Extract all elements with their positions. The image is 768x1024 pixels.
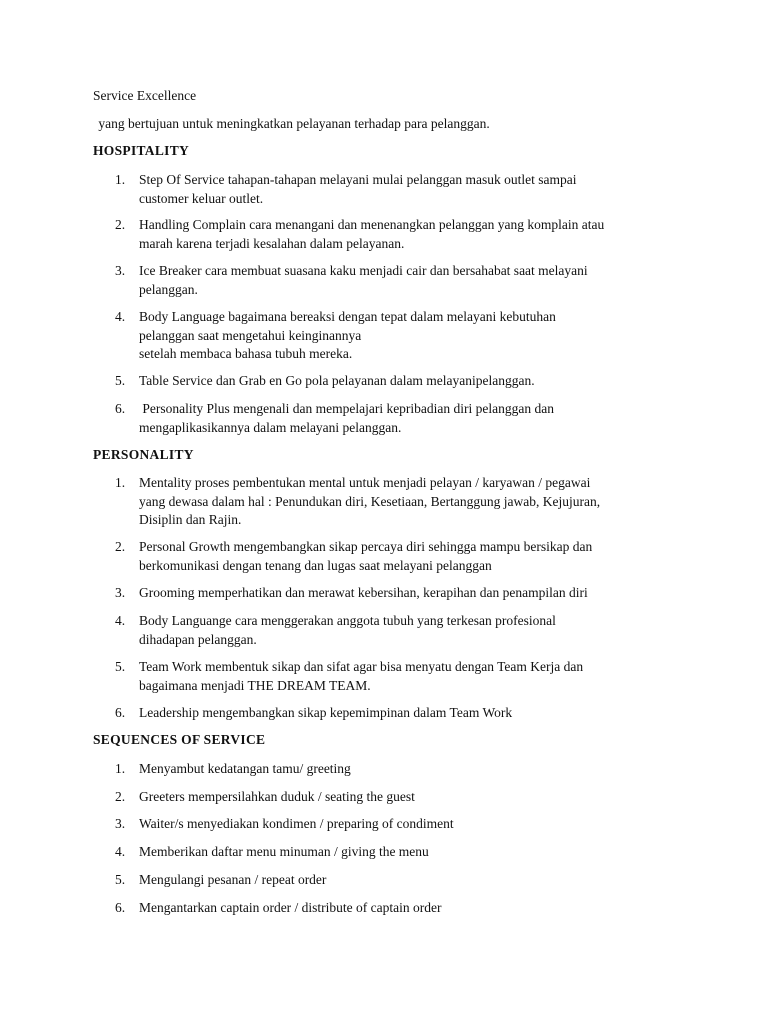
- list-number: 2.: [115, 217, 126, 232]
- list-number: 6.: [115, 900, 126, 915]
- list-item: [115, 899, 675, 918]
- list-item: [115, 788, 675, 807]
- list-item: [115, 474, 675, 530]
- list-item-text: pelanggan.: [139, 281, 198, 297]
- list-item: [115, 400, 675, 437]
- list-item-text: Handling Complain cara menangani dan menenangkan pelanggan yang komplain atau: [139, 217, 605, 232]
- list-item-text: dihadapan pelanggan.: [139, 631, 257, 647]
- list-item-text: Personality Plus mengenali dan mempelajari kepribadian diri pelanggan dan: [139, 401, 555, 416]
- list-number: 6.: [115, 705, 126, 720]
- list-item-text: mengaplikasikannya dalam melayani pelanggan.: [139, 419, 402, 435]
- list-number: 5.: [115, 373, 126, 388]
- list-item-text: Grooming memperhatikan dan merawat kebersihan, kerapihan dan penampilan diri: [139, 585, 588, 600]
- list-number: 2.: [115, 789, 126, 804]
- list-item-text: Disiplin dan Rajin.: [139, 512, 242, 527]
- list-item: [115, 760, 675, 779]
- list-item-text: Body Languange cara menggerakan anggota tubuh yang terkesan profesional: [139, 613, 556, 628]
- list-number: 5.: [115, 872, 126, 887]
- list-number: 1.: [115, 761, 126, 776]
- list-item: [115, 815, 675, 834]
- list-item: [115, 216, 675, 253]
- list-item: [115, 171, 675, 208]
- list-number: 1.: [115, 475, 126, 490]
- list-item-text: Table Service dan Grab en Go pola pelayanan dalam melayanipelanggan.: [139, 373, 535, 388]
- list-item-text: Waiter/s menyediakan kondimen / preparing of condiment: [139, 816, 454, 831]
- list-item-text: Personal Growth mengembangkan sikap percaya diri sehingga mampu bersikap dan: [139, 539, 593, 554]
- section-heading-personality: PERSONALITY: [93, 447, 194, 462]
- list-item: [115, 308, 675, 364]
- list-item-text: marah karena terjadi kesalahan dalam pelayanan.: [139, 235, 405, 251]
- list-item-text: bagaimana menjadi THE DREAM TEAM.: [139, 677, 371, 693]
- list-item-text: pelanggan saat mengetahui keinginannya: [139, 327, 362, 343]
- section-heading-sequences-of-service: SEQUENCES OF SERVICE: [93, 732, 266, 747]
- list-item-text: Ice Breaker cara membuat suasana kaku menjadi cair dan bersahabat saat melayani: [139, 263, 588, 278]
- list-number: 4.: [115, 309, 126, 324]
- list-item-text: Mengantarkan captain order / distribute of captain order: [139, 900, 442, 915]
- list-item-text: customer keluar outlet.: [139, 190, 264, 206]
- list-item-text: Mentality proses pembentukan mental untuk menjadi pelayan / karyawan / pegawai: [139, 475, 591, 490]
- list-item: [115, 658, 675, 695]
- list-item: [115, 584, 675, 603]
- document-title: Service Excellence: [93, 88, 197, 103]
- list-number: 1.: [115, 172, 126, 187]
- list-item: [115, 843, 675, 862]
- list-item: [115, 372, 675, 391]
- list-item: [115, 538, 675, 575]
- list-item-text: yang dewasa dalam hal : Penundukan diri, Kesetiaan, Bertanggung jawab, Kejujuran,: [139, 493, 601, 509]
- list-number: 6.: [115, 401, 126, 416]
- list-item-text: Step Of Service tahapan-tahapan melayani mulai pelanggan masuk outlet sampai: [139, 172, 577, 187]
- list-item: [115, 871, 675, 890]
- list-number: 3.: [115, 263, 126, 278]
- list-item-text: Body Language bagaimana bereaksi dengan tepat dalam melayani kebutuhan: [139, 309, 556, 324]
- list-number: 5.: [115, 659, 126, 674]
- intro-paragraph: yang bertujuan untuk meningkatkan pelayanan terhadap para pelanggan.: [95, 116, 490, 131]
- list-item: [115, 704, 675, 723]
- list-item-text: Team Work membentuk sikap dan sifat agar bisa menyatu dengan Team Kerja dan: [139, 659, 584, 674]
- list-item-text: Memberikan daftar menu minuman / giving the menu: [139, 844, 429, 859]
- section-heading-hospitality: HOSPITALITY: [93, 143, 190, 158]
- list-item-text: Mengulangi pesanan / repeat order: [139, 872, 327, 887]
- list-number: 3.: [115, 816, 126, 831]
- list-item-text: berkomunikasi dengan tenang dan lugas saat melayani pelanggan: [139, 557, 492, 573]
- list-item: [115, 262, 675, 299]
- list-item-text: setelah membaca bahasa tubuh mereka.: [139, 346, 353, 361]
- list-number: 4.: [115, 844, 126, 859]
- list-number: 2.: [115, 539, 126, 554]
- list-number: 4.: [115, 613, 126, 628]
- list-item-text: Leadership mengembangkan sikap kepemimpinan dalam Team Work: [139, 705, 513, 720]
- list-item-text: Menyambut kedatangan tamu/ greeting: [139, 761, 351, 776]
- list-item: [115, 612, 675, 649]
- list-number: 3.: [115, 585, 126, 600]
- list-item-text: Greeters mempersilahkan duduk / seating the guest: [139, 789, 415, 804]
